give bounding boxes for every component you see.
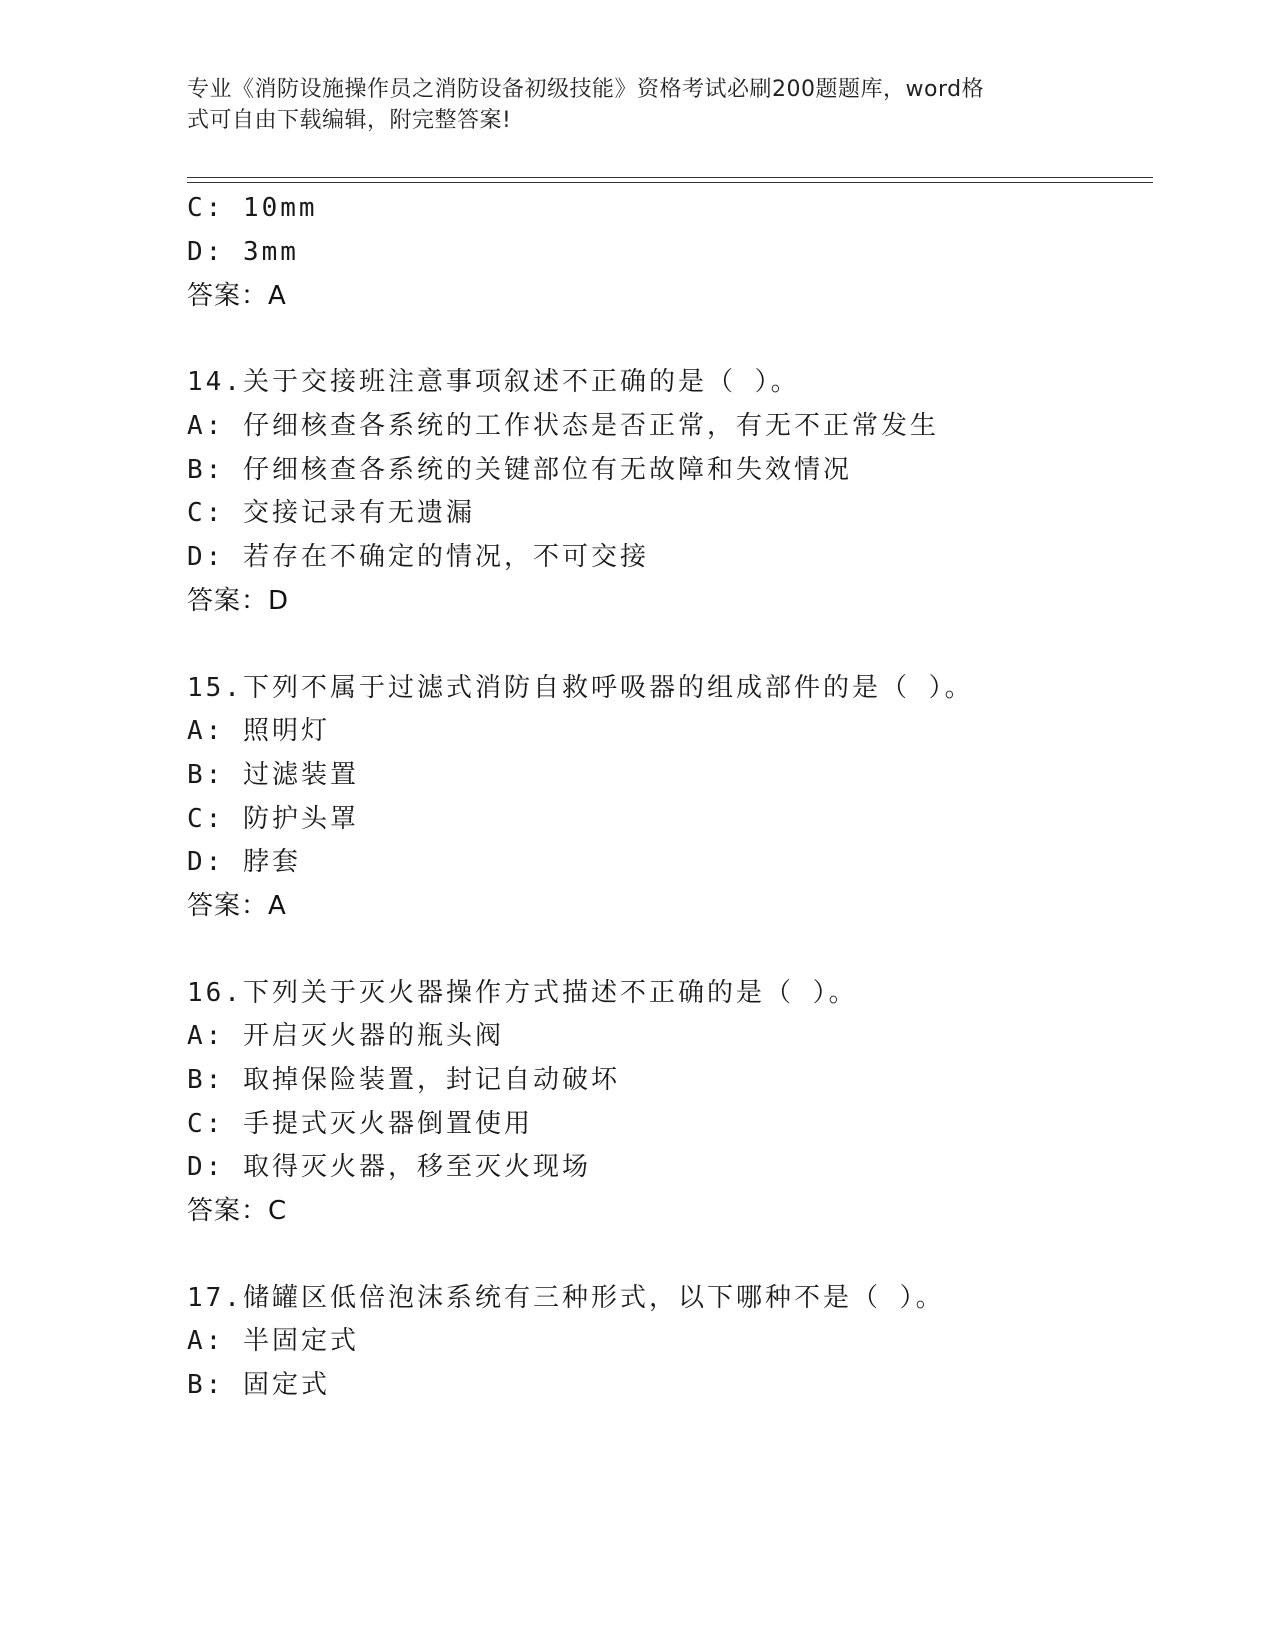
question-16-option-c: C: 手提式灭火器倒置使用 [187,1109,533,1139]
question-17-option-b: B: 固定式 [187,1370,330,1400]
header-rule-top [187,177,1153,178]
question-17-stem: 17.储罐区低倍泡沫系统有三种形式，以下哪种不是（ ）。 [187,1283,945,1313]
question-14-option-a: A: 仔细核查各系统的工作状态是否正常，有无不正常发生 [187,411,939,441]
question-17-option-a: A: 半固定式 [187,1326,359,1356]
question-14-stem: 14.关于交接班注意事项叙述不正确的是（ ）。 [187,367,800,397]
question-15-option-d: D: 脖套 [187,847,301,877]
question-15-stem: 15.下列不属于过滤式消防自救呼吸器的组成部件的是（ ）。 [187,673,974,703]
header-line-2: 式可自由下载编辑，附完整答案! [187,108,512,133]
question-15-answer: 答案：A [187,891,287,921]
question-14-option-c: C: 交接记录有无遗漏 [187,498,475,528]
prev-option-d: D: 3mm [187,237,299,267]
question-16-answer: 答案：C [187,1196,288,1226]
question-16-stem: 16.下列关于灭火器操作方式描述不正确的是（ ）。 [187,978,858,1008]
header-line-1: 专业《消防设施操作员之消防设备初级技能》资格考试必刷200题题库，word格 [187,77,985,102]
question-15-option-a: A: 照明灯 [187,716,330,746]
question-15-option-c: C: 防护头罩 [187,804,359,834]
question-14-option-b: B: 仔细核查各系统的关键部位有无故障和失效情况 [187,455,852,485]
question-14-option-d: D: 若存在不确定的情况，不可交接 [187,542,649,572]
question-15-option-b: B: 过滤装置 [187,760,359,790]
question-16-option-b: B: 取掉保险装置，封记自动破坏 [187,1065,620,1095]
question-14-answer: 答案：D [187,586,290,616]
question-16-option-a: A: 开启灭火器的瓶头阀 [187,1021,504,1051]
question-16-option-d: D: 取得灭火器，移至灭火现场 [187,1152,591,1182]
header-rule-bottom [187,182,1153,183]
prev-answer: 答案：A [187,281,287,311]
document-header [187,74,1077,136]
prev-option-c: C: 10mm [187,193,318,223]
